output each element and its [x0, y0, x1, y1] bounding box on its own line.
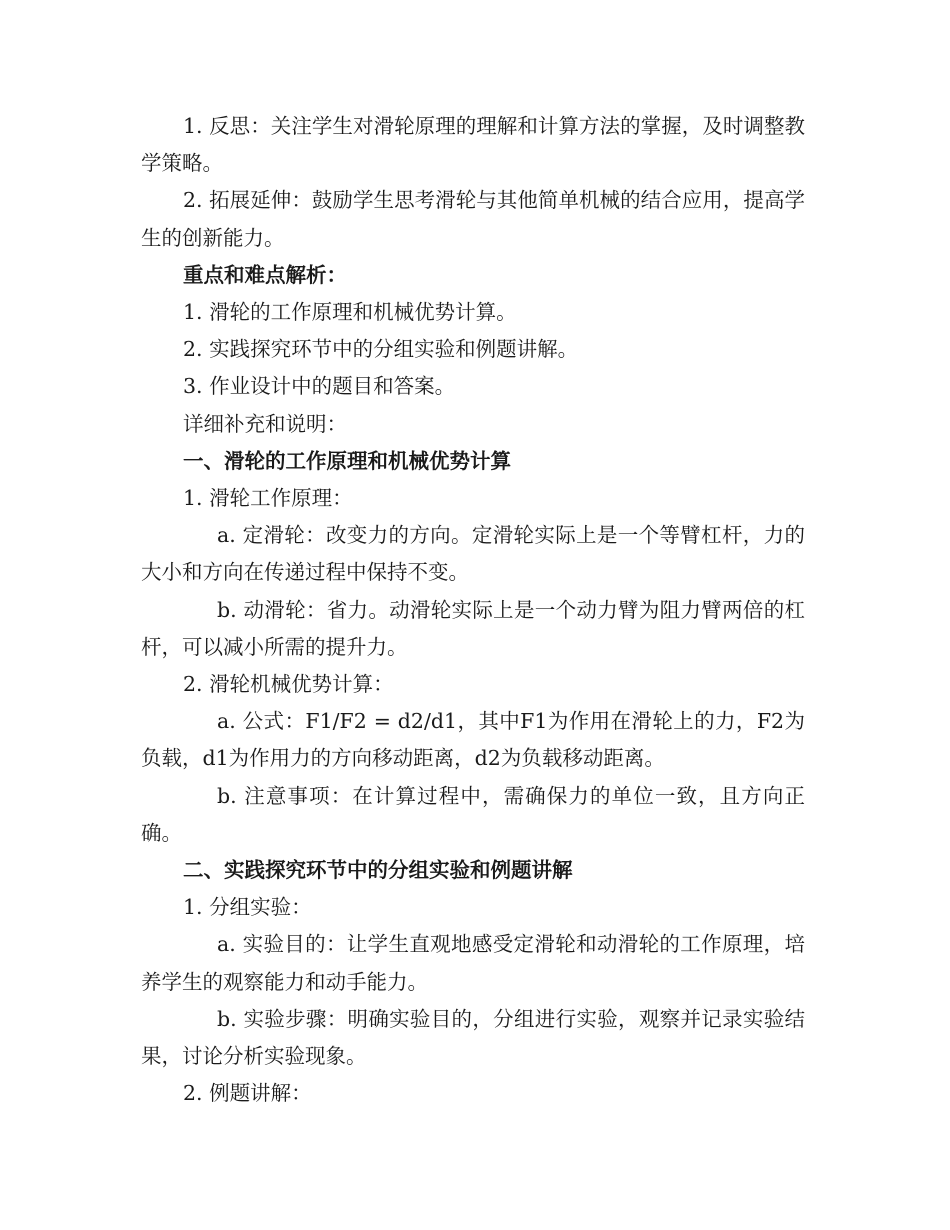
key-point-item: 1. 滑轮的工作原理和机械优势计算。 [183, 300, 517, 325]
reflection-item: 1. 反思：关注学生对滑轮原理的理解和计算方法的掌握，及时调整教学策略。 [141, 114, 805, 176]
list-item: 1. 分组实验： [183, 895, 312, 920]
key-point-item: 2. 实践探究环节中的分组实验和例题讲解。 [183, 337, 579, 362]
list-item: 2. 滑轮机械优势计算： [183, 672, 394, 697]
key-point-item: 3. 作业设计中的题目和答案。 [183, 374, 456, 399]
sub-list-item: a. 公式：F1/F2 = d2/d1，其中F1为作用在滑轮上的力，F2为负载，d1为作用力的方向移动距离，d2为负载移动距离。 [141, 709, 805, 771]
list-item: 1. 滑轮工作原理： [183, 486, 353, 511]
sub-list-item: a. 定滑轮：改变力的方向。定滑轮实际上是一个等臂杠杆，力的大小和方向在传递过程中保持不变。 [141, 523, 805, 585]
extension-item: 2. 拓展延伸：鼓励学生思考滑轮与其他简单机械的结合应用，提高学生的创新能力。 [141, 188, 805, 250]
details-label: 详细补充和说明： [183, 411, 347, 436]
sub-list-item: b. 注意事项：在计算过程中，需确保力的单位一致，且方向正确。 [141, 783, 805, 845]
sub-list-item: b. 实验步骤：明确实验目的，分组进行实验，观察并记录实验结果，讨论分析实验现象。 [141, 1006, 805, 1069]
section-heading-2: 二、实践探究环节中的分组实验和例题讲解 [183, 858, 573, 883]
section-heading-1: 一、滑轮的工作原理和机械优势计算 [183, 448, 511, 473]
key-points-heading: 重点和难点解析： [183, 262, 347, 287]
sub-list-item: a. 实验目的：让学生直观地感受定滑轮和动滑轮的工作原理，培养学生的观察能力和动手能力。 [141, 932, 805, 994]
document-body [141, 108, 805, 1112]
list-item: 2. 例题讲解： [183, 1081, 312, 1106]
sub-list-item: b. 动滑轮：省力。动滑轮实际上是一个动力臂为阻力臂两倍的杠杆，可以减小所需的提升力。 [141, 597, 805, 659]
